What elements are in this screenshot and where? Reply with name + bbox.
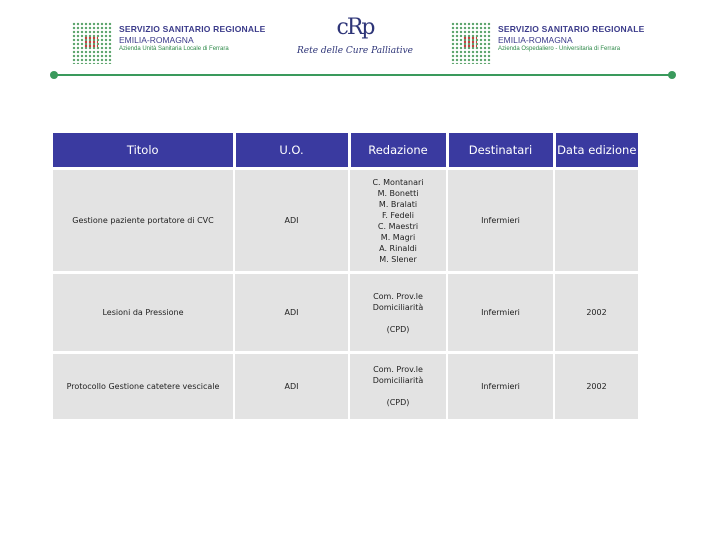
column-header-titolo: Titolo <box>53 133 234 169</box>
logo-left-line2: EMILIA-ROMAGNA <box>119 35 194 45</box>
column-header-redazione: Redazione <box>349 133 447 169</box>
cell-destinatari: Infermieri <box>447 273 554 353</box>
header-divider <box>55 74 672 76</box>
cell-titolo: Protocollo Gestione catetere vescicale <box>53 353 234 419</box>
logo-right-line1: SERVIZIO SANITARIO REGIONALE <box>498 24 645 34</box>
crp-mark: cRp <box>336 15 374 40</box>
cell-data-edizione: 2002 <box>554 353 638 419</box>
logo-left-line1: SERVIZIO SANITARIO REGIONALE <box>119 24 266 34</box>
cell-data-edizione: 2002 <box>554 273 638 353</box>
crp-subtitle: Rete delle Cure Palliative <box>296 46 414 56</box>
table-row <box>53 353 638 419</box>
cell-titolo: Gestione paziente portatore di CVC <box>53 169 234 273</box>
cell-uo: ADI <box>234 353 349 419</box>
table-row <box>53 169 638 273</box>
divider-dot-left <box>50 71 58 79</box>
table-header-row <box>53 133 638 169</box>
cell-redazione: Com. Prov.le Domiciliarità (CPD) <box>349 353 447 419</box>
cell-uo: ADI <box>234 169 349 273</box>
cell-destinatari: Infermieri <box>447 169 554 273</box>
logo-left-line3: Azienda Unità Sanitaria Locale di Ferrara <box>119 46 229 52</box>
column-header-uo: U.O. <box>234 133 349 169</box>
crp-logo <box>285 14 425 66</box>
cell-titolo: Lesioni da Pressione <box>53 273 234 353</box>
page-header <box>0 0 720 80</box>
column-header-data-edizione: Data edizione <box>554 133 638 169</box>
column-header-destinatari: Destinatari <box>447 133 554 169</box>
cell-redazione: C. Montanari M. Bonetti M. Bralati F. Fedeli C. Maestri M. Magri A. Rinaldi M. Slener <box>349 169 447 273</box>
table-row <box>53 273 638 353</box>
protocol-table <box>53 133 638 419</box>
dot-grid-icon <box>451 22 491 64</box>
cell-uo: ADI <box>234 273 349 353</box>
cell-destinatari: Infermieri <box>447 353 554 419</box>
dot-grid-icon <box>72 22 112 64</box>
cell-data-edizione <box>554 169 638 273</box>
logo-right-line3: Azienda Ospedaliero - Universitaria di Ferrara <box>498 46 621 52</box>
cell-redazione: Com. Prov.le Domiciliarità (CPD) <box>349 273 447 353</box>
logo-right-line2: EMILIA-ROMAGNA <box>498 35 573 45</box>
divider-dot-right <box>668 71 676 79</box>
